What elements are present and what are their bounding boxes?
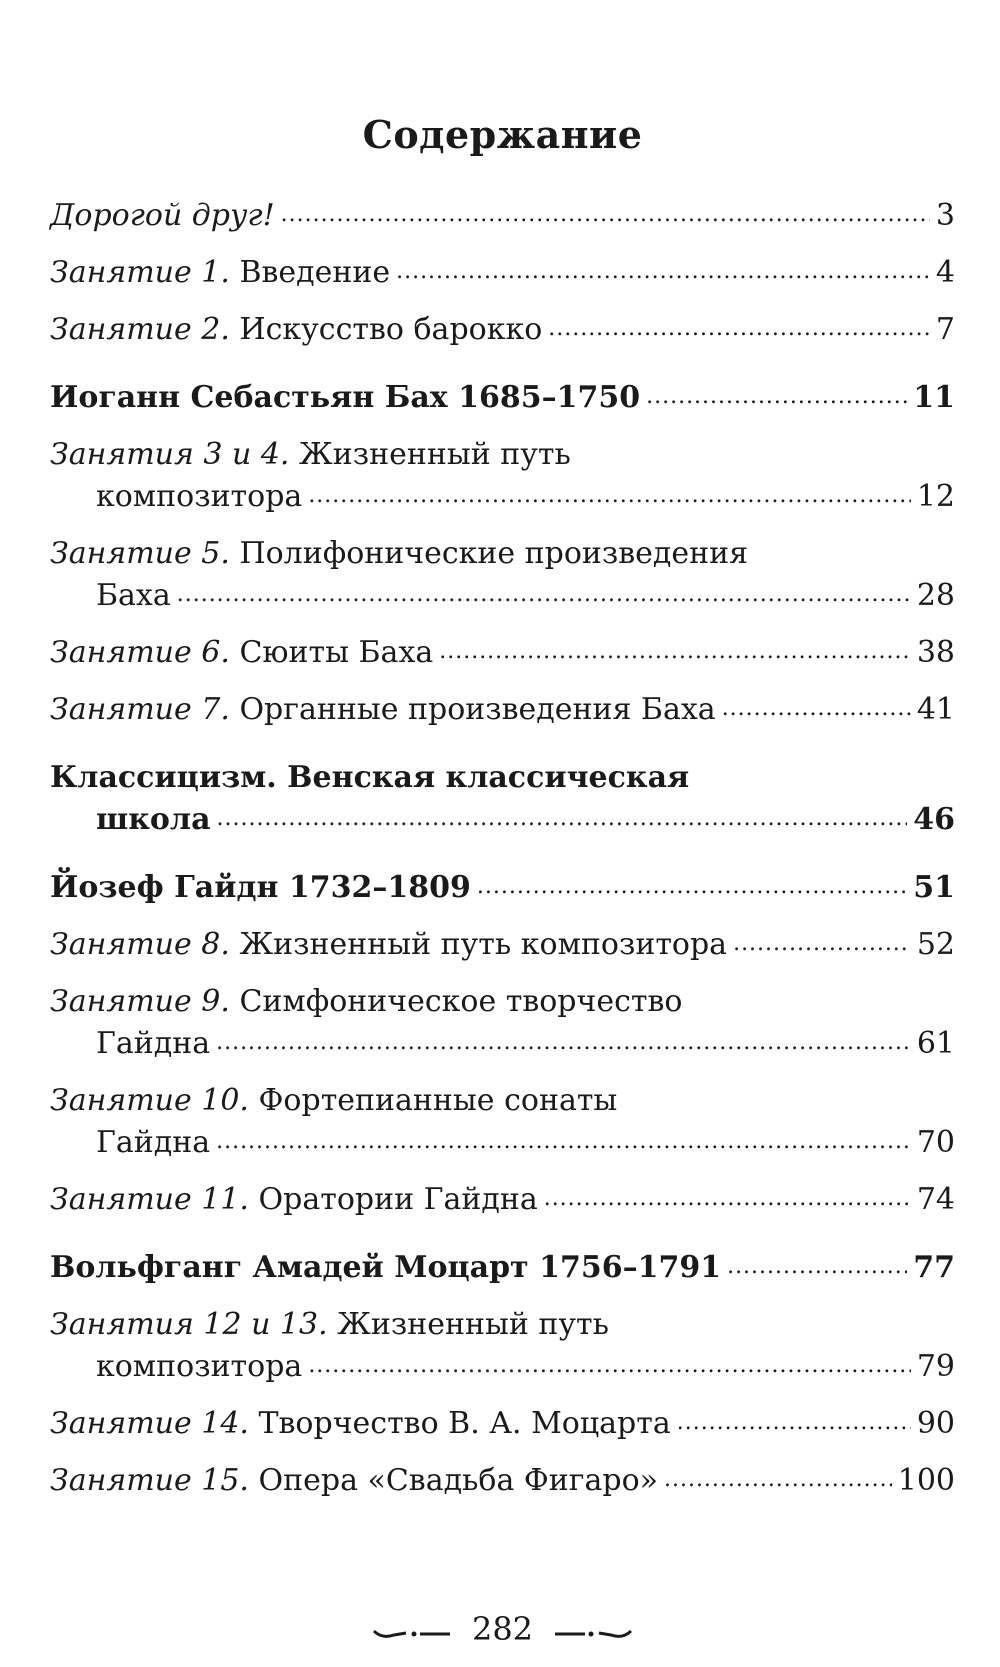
toc-entry xyxy=(50,1403,955,1445)
toc-entry xyxy=(50,1080,955,1164)
toc-entry-label: Занятие 14. xyxy=(50,1406,249,1441)
toc-entry xyxy=(50,1247,955,1289)
toc-entry xyxy=(50,867,955,909)
dot-leader xyxy=(733,934,911,954)
ornament-right-icon xyxy=(553,1613,633,1651)
dot-leader xyxy=(177,585,911,605)
toc-entry xyxy=(50,533,955,617)
toc-entry-title: Сюиты Баха xyxy=(239,635,434,670)
toc-entry-page: 11 xyxy=(913,380,955,415)
toc-entry-title-continued: Гайдна xyxy=(96,1026,211,1061)
toc-entry-title-continued: Баха xyxy=(96,578,171,613)
toc-entry-page: 38 xyxy=(916,635,955,670)
toc-entry-title: Иоганн Себастьян Бах 1685–1750 xyxy=(50,380,641,415)
table-of-contents xyxy=(50,195,955,1517)
toc-entry xyxy=(50,757,955,841)
toc-entry xyxy=(50,434,955,518)
toc-entry-label: Занятие 2. xyxy=(50,312,230,347)
dot-leader xyxy=(281,205,930,225)
toc-entry-title: Введение xyxy=(239,255,391,290)
toc-entry xyxy=(50,195,955,237)
toc-entry-page: 74 xyxy=(916,1182,955,1217)
toc-entry-label: Занятие 5. xyxy=(50,536,230,571)
toc-entry xyxy=(50,252,955,294)
toc-entry-label: Дорогой друг! xyxy=(50,198,275,233)
dot-leader xyxy=(216,1132,911,1152)
toc-entry xyxy=(50,309,955,351)
dot-leader xyxy=(308,1356,911,1376)
toc-entry-title: Симфоническое творчество xyxy=(239,984,683,1019)
toc-entry xyxy=(50,377,955,419)
page-footer xyxy=(50,1610,955,1651)
toc-entry-label: Занятие 7. xyxy=(50,692,230,727)
toc-entry-page: 7 xyxy=(935,312,955,347)
toc-entry-page: 52 xyxy=(916,927,955,962)
toc-entry-text xyxy=(50,252,390,294)
toc-entry-page: 3 xyxy=(935,198,955,233)
toc-entry-page: 28 xyxy=(916,578,955,613)
toc-entry-text xyxy=(50,632,433,674)
toc-entry-label: Занятие 11. xyxy=(50,1182,249,1217)
toc-entry-title: Искусство барокко xyxy=(239,312,543,347)
page-number: 282 xyxy=(471,1610,534,1648)
toc-entry-page: 100 xyxy=(897,1463,955,1498)
toc-entry-label: Занятие 6. xyxy=(50,635,230,670)
toc-entry-page: 70 xyxy=(916,1125,955,1160)
toc-entry xyxy=(50,1304,955,1388)
toc-entry-text xyxy=(50,1460,658,1502)
toc-entry-page: 90 xyxy=(916,1406,955,1441)
toc-entry-text xyxy=(50,195,275,237)
toc-entry xyxy=(50,689,955,731)
dot-leader xyxy=(722,699,911,719)
dot-leader xyxy=(727,1257,907,1277)
toc-entry-title: Фортепианные сонаты xyxy=(258,1083,618,1118)
dot-leader xyxy=(216,1033,911,1053)
toc-entry-title: Органные произведения Баха xyxy=(239,692,716,727)
toc-entry xyxy=(50,981,955,1065)
toc-entry-title: Жизненный путь xyxy=(337,1307,609,1342)
toc-entry xyxy=(50,1179,955,1221)
toc-entry-title: Жизненный путь композитора xyxy=(239,927,728,962)
toc-entry-label: Занятия 12 и 13. xyxy=(50,1307,328,1342)
dot-leader xyxy=(664,1470,892,1490)
toc-entry-text xyxy=(50,867,471,909)
toc-entry-title: Жизненный путь xyxy=(299,437,571,472)
toc-entry xyxy=(50,1460,955,1502)
toc-entry-title-continued: Гайдна xyxy=(96,1125,211,1160)
toc-entry-text xyxy=(50,377,640,419)
toc-entry xyxy=(50,924,955,966)
dot-leader xyxy=(308,486,911,506)
toc-entry-title: Опера «Свадьба Фигаро» xyxy=(258,1463,658,1498)
toc-entry-page: 41 xyxy=(916,692,955,727)
toc-entry-page: 79 xyxy=(916,1349,955,1384)
toc-entry-label: Занятие 8. xyxy=(50,927,230,962)
toc-entry-title: Оратории Гайдна xyxy=(258,1182,538,1217)
toc-entry-title-continued: композитора xyxy=(96,479,303,514)
toc-entry-text xyxy=(50,689,716,731)
toc-entry-label: Занятие 9. xyxy=(50,984,230,1019)
dot-leader xyxy=(544,1189,911,1209)
toc-entry-text xyxy=(50,309,542,351)
toc-entry-page: 61 xyxy=(916,1026,955,1061)
toc-entry-label: Занятия 3 и 4. xyxy=(50,437,290,472)
dot-leader xyxy=(439,642,911,662)
toc-entry-text xyxy=(50,1403,671,1445)
dot-leader xyxy=(646,387,907,407)
dot-leader xyxy=(548,319,930,339)
toc-entry-title: Полифонические произведения xyxy=(239,536,749,571)
toc-entry-label: Занятие 1. xyxy=(50,255,230,290)
toc-entry-page: 12 xyxy=(916,479,955,514)
toc-entry-title: Йозеф Гайдн 1732–1809 xyxy=(50,870,471,905)
toc-entry-title: Классицизм. Венская классическая xyxy=(50,760,690,795)
toc-entry-page: 51 xyxy=(913,870,955,905)
toc-entry-title: Вольфганг Амадей Моцарт 1756–1791 xyxy=(50,1250,722,1285)
toc-entry xyxy=(50,632,955,674)
toc-entry-title: Творчество В. А. Моцарта xyxy=(258,1406,671,1441)
toc-entry-text xyxy=(50,924,727,966)
dot-leader xyxy=(477,877,907,897)
toc-entry-label: Занятие 10. xyxy=(50,1083,249,1118)
dot-leader xyxy=(217,809,908,829)
toc-entry-text xyxy=(50,1179,538,1221)
toc-entry-page: 46 xyxy=(913,802,955,837)
toc-entry-page: 4 xyxy=(935,255,955,290)
ornament-left-icon xyxy=(372,1613,452,1651)
toc-entry-label: Занятие 15. xyxy=(50,1463,249,1498)
toc-entry-title-continued: композитора xyxy=(96,1349,303,1384)
toc-entry-page: 77 xyxy=(913,1250,955,1285)
dot-leader xyxy=(677,1413,911,1433)
dot-leader xyxy=(396,262,930,282)
toc-page xyxy=(50,0,955,1667)
page-title: Содержание xyxy=(362,112,643,157)
toc-entry-title-continued: школа xyxy=(96,802,211,837)
toc-entry-text xyxy=(50,1247,721,1289)
